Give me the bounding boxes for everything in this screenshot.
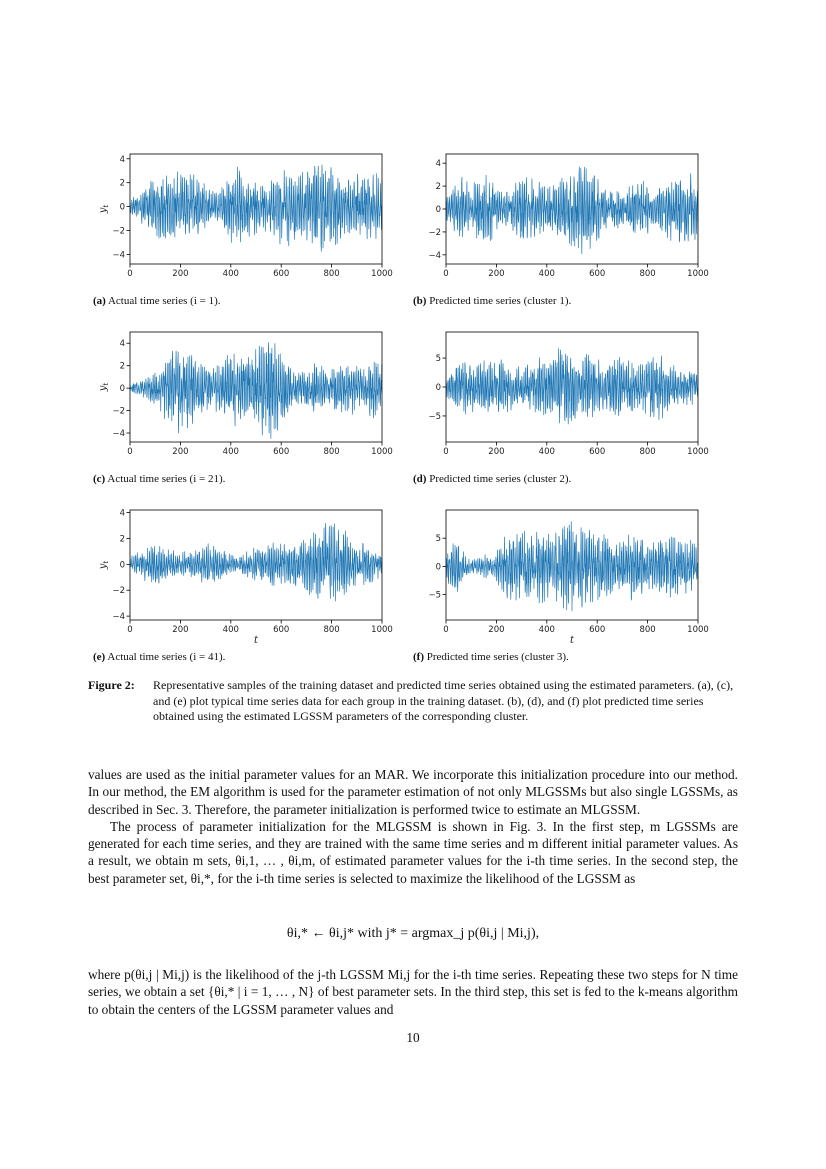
y-tick-label-f-0: 0 bbox=[435, 562, 441, 573]
subcaption-c-text: Actual time series (i = 21). bbox=[107, 473, 226, 485]
x-axis-label-e: t bbox=[253, 635, 259, 646]
equation: θi,* ← θi,j* with j* = argmax_j p(θi,j | Mi,j), bbox=[286, 926, 540, 941]
x-tick-label-c-0: 0 bbox=[127, 447, 133, 457]
x-tick-label-b-200: 200 bbox=[488, 269, 505, 279]
figure-caption-text: Representative samples of the training dataset and predicted time series obtained using the estimated parameters. (a), (c), and (e) plot typical time series data for each group in the training dataset. (b), (d), and (f) plot predicted time series obtained using the estimated LGSSM parameters of the corresponding cluster. bbox=[153, 678, 734, 723]
y-axis-label-e: $y_t$ bbox=[98, 560, 110, 570]
y-tick-label-e-0: 0 bbox=[119, 560, 125, 571]
y-tick-label-e--2: −2 bbox=[112, 586, 125, 597]
x-tick-label-d-200: 200 bbox=[488, 447, 505, 457]
x-tick-label-a-1000: 1000 bbox=[371, 269, 393, 279]
subcaption-e bbox=[93, 651, 225, 663]
y-tick-label-d-0: 0 bbox=[435, 383, 441, 393]
x-tick-label-d-0: 0 bbox=[443, 447, 449, 457]
x-tick-label-f-200: 200 bbox=[488, 625, 505, 635]
subcaption-a-label: (a) bbox=[93, 295, 106, 307]
x-tick-label-a-0: 0 bbox=[127, 269, 133, 279]
x-tick-label-e-200: 200 bbox=[172, 625, 189, 635]
x-tick-label-c-600: 600 bbox=[273, 447, 290, 457]
y-tick-label-d--5: −5 bbox=[428, 411, 441, 422]
x-tick-label-c-1000: 1000 bbox=[371, 447, 393, 457]
subcaption-b-text: Predicted time series (cluster 1). bbox=[429, 295, 572, 307]
x-axis-label-f: t bbox=[569, 635, 575, 646]
y-tick-label-b-0: 0 bbox=[435, 205, 441, 215]
y-tick-label-c--4: −4 bbox=[112, 429, 125, 440]
y-tick-label-c-0: 0 bbox=[119, 384, 125, 395]
y-tick-label-c-4: 4 bbox=[119, 339, 125, 350]
x-tick-label-e-1000: 1000 bbox=[371, 625, 393, 635]
subcaption-e-label: (e) bbox=[93, 651, 106, 663]
subcaption-d bbox=[413, 473, 571, 485]
x-tick-label-e-400: 400 bbox=[222, 625, 239, 635]
y-tick-label-a-2: 2 bbox=[119, 178, 125, 189]
x-tick-label-b-800: 800 bbox=[639, 269, 656, 279]
subcaption-a bbox=[93, 295, 221, 307]
y-tick-label-d-5: 5 bbox=[435, 354, 441, 365]
x-tick-label-e-800: 800 bbox=[323, 625, 340, 635]
subcaption-d-text: Predicted time series (cluster 2). bbox=[429, 473, 572, 485]
figure-caption-label: Figure 2: bbox=[88, 678, 135, 692]
figure-caption bbox=[88, 678, 738, 725]
y-tick-label-a-4: 4 bbox=[119, 154, 125, 165]
subcaption-f-label: (f) bbox=[413, 651, 424, 663]
y-tick-label-b-2: 2 bbox=[435, 182, 441, 193]
x-tick-label-f-800: 800 bbox=[639, 625, 656, 635]
y-tick-label-e-2: 2 bbox=[119, 534, 125, 545]
subcaption-e-text: Actual time series (i = 41). bbox=[107, 651, 226, 663]
x-tick-label-a-600: 600 bbox=[273, 269, 290, 279]
subcaption-b bbox=[413, 295, 571, 307]
x-tick-label-f-0: 0 bbox=[443, 625, 449, 635]
paragraph-2: The process of parameter initialization for the MLGSSM is shown in Fig. 3. In the first step, m LGSSMs are generated for each time series, and they are trained with the same time series and m different initial parameter values. As a result, we obtain m sets, θi,1, … , θi,m, of estimated parameter values for the i-th time series. In the second step, the best parameter set, θi,*, for the i-th time series is selected to maximize the likelihood of the LGSSM as bbox=[88, 818, 738, 886]
series-line-c bbox=[130, 342, 382, 438]
y-tick-label-c--2: −2 bbox=[112, 406, 125, 417]
x-tick-label-a-800: 800 bbox=[323, 269, 340, 279]
y-tick-label-a-0: 0 bbox=[119, 202, 125, 213]
subcaption-c bbox=[93, 473, 225, 485]
y-tick-label-b--4: −4 bbox=[428, 250, 441, 261]
subcaption-b-label: (b) bbox=[413, 295, 427, 307]
paragraph-3: where p(θi,j | Mi,j) is the likelihood of the j-th LGSSM Mi,j for the i-th time series. Repeating these two steps for N time series, we obtain a set {θi,* | i = 1, … , N} of best parameter sets. In the third step, this set is fed to the k-means algorithm to obtain the centers of the LGSSM parameter values and bbox=[88, 967, 738, 1017]
y-axis-label-a: $y_t$ bbox=[98, 204, 110, 214]
x-tick-label-f-1000: 1000 bbox=[687, 625, 709, 635]
y-tick-label-b--2: −2 bbox=[428, 227, 441, 238]
series-line-a bbox=[130, 165, 382, 251]
x-tick-label-c-800: 800 bbox=[323, 447, 340, 457]
subcaption-c-label: (c) bbox=[93, 473, 106, 485]
body-text bbox=[88, 766, 738, 887]
subcaption-d-label: (d) bbox=[413, 473, 427, 485]
x-tick-label-a-200: 200 bbox=[172, 269, 189, 279]
series-line-b bbox=[446, 167, 698, 254]
x-tick-label-f-400: 400 bbox=[538, 625, 555, 635]
x-tick-label-b-400: 400 bbox=[538, 269, 555, 279]
y-tick-label-e-4: 4 bbox=[119, 508, 125, 519]
series-line-f bbox=[446, 522, 698, 611]
y-tick-label-a--2: −2 bbox=[112, 226, 125, 237]
subcaption-f-text: Predicted time series (cluster 3). bbox=[426, 651, 569, 663]
x-tick-label-d-1000: 1000 bbox=[687, 447, 709, 457]
x-tick-label-a-400: 400 bbox=[222, 269, 239, 279]
x-tick-label-d-600: 600 bbox=[589, 447, 606, 457]
x-tick-label-b-600: 600 bbox=[589, 269, 606, 279]
y-tick-label-b-4: 4 bbox=[435, 159, 441, 170]
subcaption-a-text: Actual time series (i = 1). bbox=[107, 295, 221, 307]
x-tick-label-e-0: 0 bbox=[127, 625, 133, 635]
y-tick-label-f--5: −5 bbox=[428, 590, 441, 601]
y-tick-label-a--4: −4 bbox=[112, 250, 125, 261]
x-tick-label-c-200: 200 bbox=[172, 447, 189, 457]
x-tick-label-f-600: 600 bbox=[589, 625, 606, 635]
series-line-d bbox=[446, 349, 698, 424]
y-tick-label-f-5: 5 bbox=[435, 534, 441, 545]
paragraph-1: values are used as the initial parameter values for an MAR. We incorporate this initialization procedure into our method. In our method, the EM algorithm is used for the parameter estimation of not only MLGSSMs but also single LGSSMs, as described in Sec. 3. Therefore, the parameter initialization is performed twice to estimate an MLGSSM. bbox=[88, 767, 738, 817]
y-tick-label-e--4: −4 bbox=[112, 612, 125, 623]
x-tick-label-c-400: 400 bbox=[222, 447, 239, 457]
series-line-e bbox=[130, 523, 382, 601]
x-tick-label-e-600: 600 bbox=[273, 625, 290, 635]
y-axis-label-c: $y_t$ bbox=[98, 382, 110, 392]
subcaption-f bbox=[413, 651, 569, 663]
x-tick-label-d-400: 400 bbox=[538, 447, 555, 457]
x-tick-label-d-800: 800 bbox=[639, 447, 656, 457]
y-tick-label-c-2: 2 bbox=[119, 361, 125, 372]
page-number: 10 bbox=[406, 1030, 420, 1045]
x-tick-label-b-1000: 1000 bbox=[687, 269, 709, 279]
x-tick-label-b-0: 0 bbox=[443, 269, 449, 279]
